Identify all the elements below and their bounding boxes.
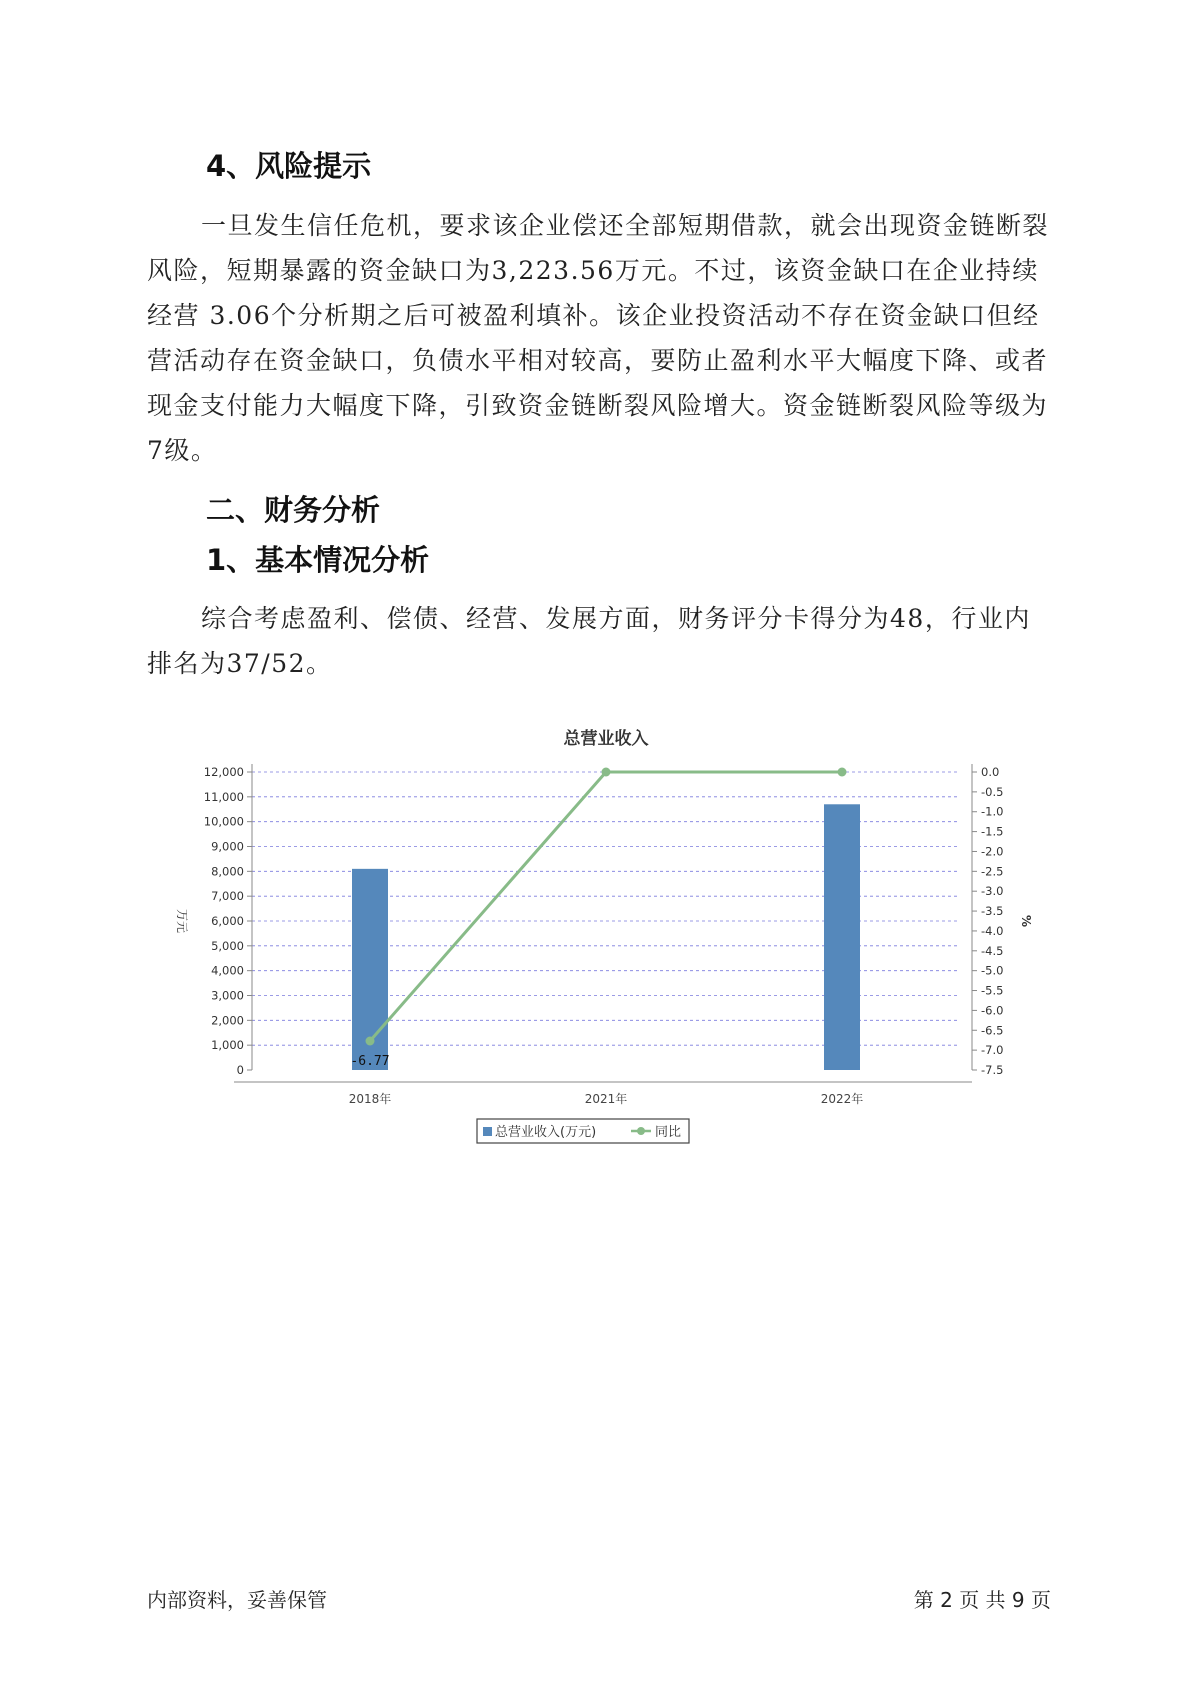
y-tick-label: 1,000	[211, 1038, 244, 1053]
y2-tick-label: -3.0	[981, 884, 1004, 899]
yoy-point	[602, 768, 611, 777]
y-tick-label: 5,000	[211, 938, 244, 953]
y2-tick-label: -7.5	[981, 1063, 1004, 1077]
y-tick-label: 6,000	[211, 914, 244, 928]
x-tick-label: 2018年	[348, 1092, 392, 1106]
footer-confidential: 内部资料，妥善保管	[147, 1588, 327, 1612]
y2-tick-label: -7.0	[981, 1043, 1004, 1058]
y-axis-label: 万元	[175, 908, 189, 934]
yoy-point	[838, 768, 847, 777]
risk-heading: 4、风险提示	[206, 149, 372, 183]
y2-tick-label: -6.5	[981, 1023, 1004, 1038]
y2-tick-label: -2.5	[981, 864, 1004, 879]
y2-tick-label: 0.0	[981, 765, 1000, 779]
y2-tick-label: -1.5	[981, 824, 1004, 839]
legend-bar-swatch	[483, 1127, 492, 1136]
x-tick-label: 2021年	[584, 1092, 628, 1106]
y2-tick-label: -5.5	[981, 983, 1004, 998]
y2-tick-label: -2.0	[981, 844, 1004, 859]
basic-analysis-paragraph: 综合考虑盈利、偿债、经营、发展方面，财务评分卡得分为48，行业内排名为37/52。	[147, 604, 1031, 678]
y2-tick-label: -4.5	[981, 943, 1004, 958]
chart-title: 总营业收入	[563, 729, 649, 749]
y-tick-label: 10,000	[203, 814, 244, 829]
y-tick-label: 4,000	[211, 963, 244, 978]
risk-paragraph: 一旦发生信任危机，要求该企业偿还全部短期借款，就会出现资金链断裂风险，短期暴露的资金缺口为3,223.56万元。不过，该资金缺口在企业持续经营 3.06个分析期之后可被盈利填补。该企业投资活动不存在资金缺口但经营活动存在资金缺口，负债水平相对较高，要防止盈利水平大幅度下降、或者现金支付能力大幅度下降，引致资金链断裂风险增大。资金链断裂风险等级为7级。	[147, 211, 1050, 465]
y-tick-label: 8,000	[211, 864, 244, 879]
basic-analysis-heading: 1、基本情况分析	[206, 543, 430, 577]
revenue-bar	[824, 804, 860, 1070]
yoy-line	[370, 772, 842, 1041]
y2-tick-label: -3.5	[981, 904, 1004, 919]
yoy-point	[366, 1036, 375, 1045]
y2-tick-label: -5.0	[981, 963, 1004, 978]
y2-tick-label: -0.5	[981, 784, 1004, 799]
y2-tick-label: -1.0	[981, 804, 1004, 819]
y2-tick-label: -6.0	[981, 1003, 1004, 1018]
y2-axis-label: %	[1019, 914, 1033, 928]
y-tick-label: 0	[236, 1063, 244, 1077]
y-tick-label: 3,000	[211, 988, 244, 1003]
y-tick-label: 12,000	[203, 765, 244, 779]
legend-line-marker	[637, 1127, 645, 1135]
finance-heading: 二、财务分析	[206, 493, 381, 527]
footer-page-number: 第 2 页 共 9 页	[913, 1588, 1051, 1612]
revenue-chart	[170, 712, 1050, 1177]
legend-line-label: 同比	[655, 1125, 682, 1140]
y-tick-label: 2,000	[211, 1013, 244, 1028]
legend-bar-label: 总营业收入(万元)	[495, 1125, 597, 1140]
yoy-data-label: -6.77	[350, 1053, 390, 1069]
x-tick-label: 2022年	[820, 1092, 864, 1106]
y2-tick-label: -4.0	[981, 923, 1004, 938]
y-tick-label: 11,000	[203, 789, 244, 804]
y-tick-label: 9,000	[211, 839, 244, 854]
y-tick-label: 7,000	[211, 889, 244, 904]
